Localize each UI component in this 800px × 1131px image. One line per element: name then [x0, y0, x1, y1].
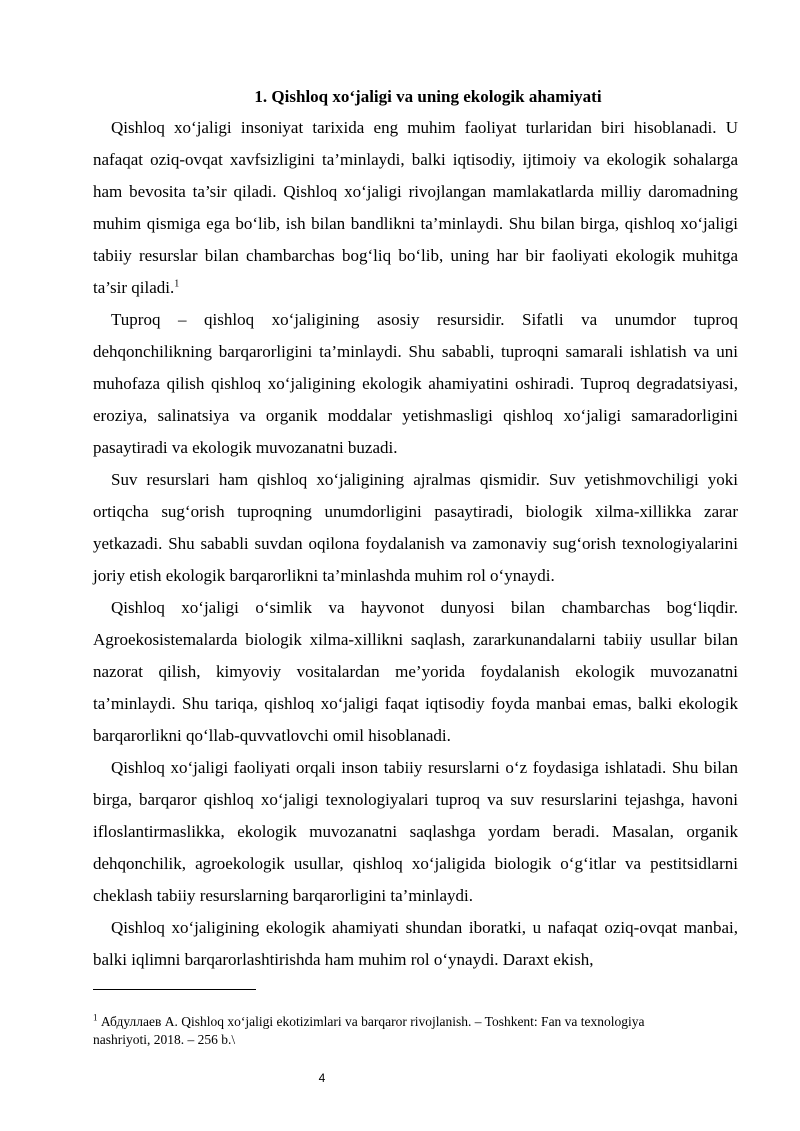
section-title: 1. Qishloq xo‘jaligi va uning ekologik ahamiyati [254, 87, 602, 106]
page-number: 4 [318, 1071, 326, 1085]
paragraph-3: Suv resurslari ham qishloq xo‘jaligining ajralmas qismidir. Suv yetishmovchiligi yoki ortiqcha sug‘orish tuproqning unumdorligini pasaytiradi, biologik xilma-xillikka zarar yetkazadi. Shu sababli suvdan oqilona foydalanish va zamonaviy sug‘orish texnologiyalarini joriy etish ekologik barqarorlikni ta’minlashda muhim rol o‘ynaydi. [93, 470, 738, 585]
footnote-reference[interactable]: 1 [174, 278, 180, 290]
paragraph-1-text: Qishloq xo‘jaligi insoniyat tarixida eng muhim faoliyat turlaridan biri hisoblanadi. U nafaqat oziq-ovqat xavfsizligini ta’minlaydi, balki iqtisodiy, ijtimoiy va ekologik sohalarga ham bevosita ta’sir qiladi. Qishloq xo‘jaligi rivojlangan mamlakatlarda milliy daromadning muhim qismiga ega bo‘lib, ish bilan bandlikni ta’minlaydi. Shu bilan birga, qishloq xo‘jaligi tabiiy resurslar bilan chambarchas bog‘liq bo‘lib, uning har bir faoliyati ekologik muhitga ta’sir qiladi. [93, 118, 738, 297]
footnote-separator [93, 989, 256, 990]
paragraph-2: Tuproq – qishloq xo‘jaligining asosiy resursidir. Sifatli va unumdor tuproq dehqonchilikning barqarorligini ta’minlaydi. Shu sababli, tuproqni samarali ishlatish va uni muhofaza qilish qishloq xo‘jaligining ekologik ahamiyatini oshiradi. Tuproq degradatsiyasi, eroziya, salinatsiya va organik moddalar yetishmasligi qishloq xo‘jaligi samaradorligini pasaytiradi va ekologik muvozanatni buzadi. [93, 310, 738, 457]
footnote-number: 1 [93, 1012, 98, 1023]
paragraph-5: Qishloq xo‘jaligi faoliyati orqali inson tabiiy resurslarni o‘z foydasiga ishlatadi. Shu bilan birga, barqaror qishloq xo‘jaligi texnologiyalari tuproq va suv resurslarini tejashga, havoni ifloslantirmaslikka, ekologik muvozanatni saqlashga yordam beradi. Masalan, organik dehqonchilik, agroekologik usullar, qishloq xo‘jaligida biologik o‘g‘itlar va pestitsidlarni cheklash tabiiy resurslarning barqarorligini ta’minlaydi. [93, 758, 738, 905]
footnote-text: Абдуллаев A. Qishloq xo‘jaligi ekotizimlari va barqaror rivojlanish. – Toshkent: Fan va texnologiya nashriyoti, 2018. – 256 b.\ [93, 1014, 645, 1047]
paragraph-4: Qishloq xo‘jaligi o‘simlik va hayvonot dunyosi bilan chambarchas bog‘liqdir. Agroekosistemalarda biologik xilma-xillikni saqlash, zararkunandalarni tabiiy usullar bilan nazorat qilish, kimyoviy vositalardan me’yorida foydalanish ekologik muvozanatni ta’minlaydi. Shu tariqa, qishloq xo‘jaligi faqat iqtisodiy foyda manbai emas, balki ekologik barqarorlikni qo‘llab-quvvatlovchi omil hisoblanadi. [93, 598, 738, 745]
footnote [93, 1013, 683, 1049]
paragraph-1 [93, 112, 738, 304]
document-body [93, 82, 738, 976]
paragraph-6: Qishloq xo‘jaligining ekologik ahamiyati shundan iboratki, u nafaqat oziq-ovqat manbai, balki iqlimni barqarorlashtirishda ham muhim rol o‘ynaydi. Daraxt ekish, [93, 918, 738, 969]
